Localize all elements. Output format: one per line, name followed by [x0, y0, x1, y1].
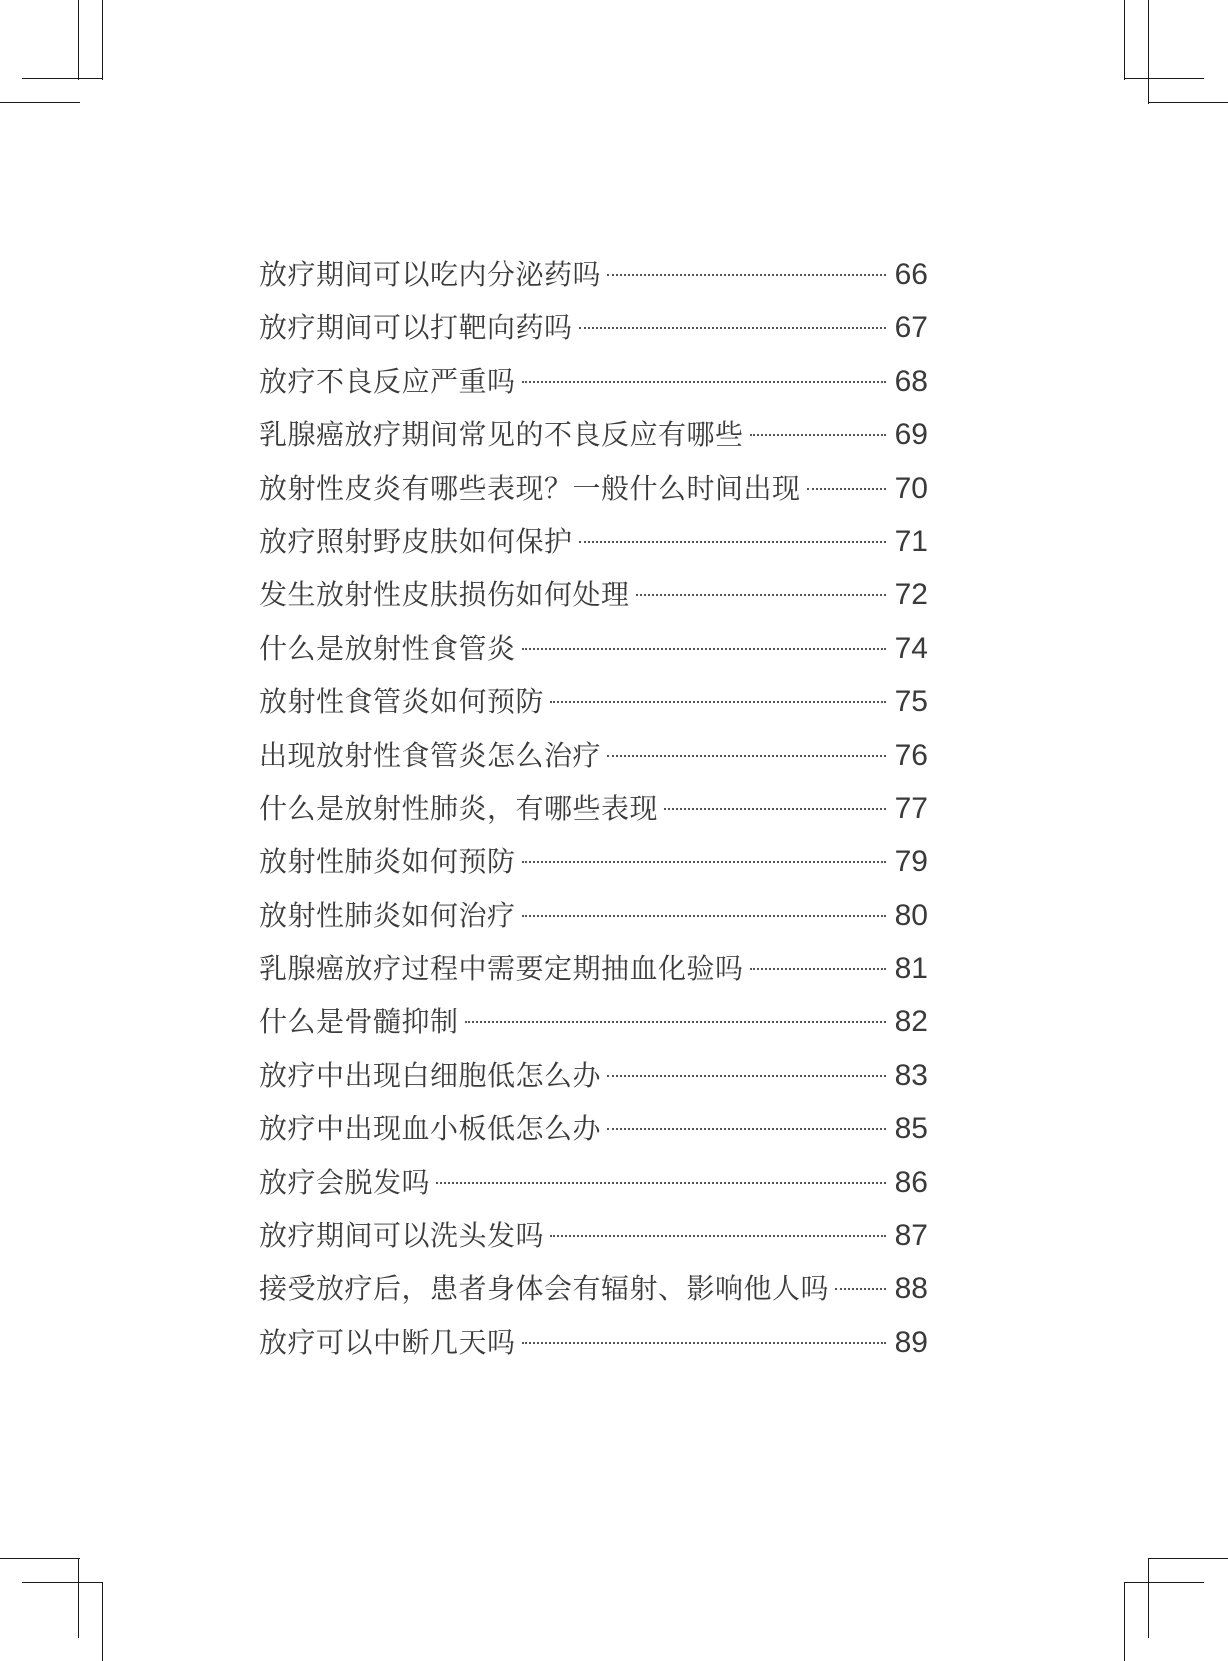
toc-entry-title: 放疗期间可以打靶向药吗 — [259, 311, 573, 345]
toc-entry — [259, 675, 928, 728]
toc-dot-leader — [636, 594, 886, 596]
crop-mark — [78, 1558, 79, 1638]
toc-entry-page-number: 88 — [894, 1272, 928, 1306]
toc-dot-leader — [522, 1342, 886, 1344]
toc-entry-title: 什么是骨髓抑制 — [259, 1005, 459, 1039]
toc-entry-title: 放疗期间可以吃内分泌药吗 — [259, 258, 602, 291]
crop-mark — [1124, 78, 1204, 79]
toc-entry — [259, 301, 928, 354]
toc-entry-page-number: 69 — [894, 418, 928, 452]
crop-mark — [0, 1558, 80, 1559]
crop-mark — [1124, 1582, 1125, 1661]
toc-entry — [259, 408, 928, 461]
toc-entry-title: 放疗中出现白细胞低怎么办 — [259, 1058, 602, 1092]
crop-mark — [78, 0, 79, 80]
crop-mark — [1148, 1558, 1228, 1559]
toc-entry — [259, 729, 928, 782]
toc-entry-title: 放疗可以中断几天吗 — [259, 1325, 516, 1359]
crop-mark — [22, 78, 102, 79]
toc-entry — [259, 1156, 928, 1209]
toc-dot-leader — [522, 381, 886, 383]
toc-entry-title: 什么是放射性食管炎 — [259, 631, 516, 665]
toc-entry-page-number: 89 — [894, 1325, 928, 1359]
toc-entry — [259, 568, 928, 621]
toc-entry — [259, 1049, 928, 1102]
toc-entry-page-number: 80 — [894, 898, 928, 932]
toc-entry-title: 发生放射性皮肤损伤如何处理 — [259, 578, 630, 612]
toc-entry-title: 放疗会脱发吗 — [259, 1165, 431, 1199]
toc-entry-page-number: 72 — [894, 578, 928, 612]
toc-entry — [259, 835, 928, 888]
toc-entry — [259, 1102, 928, 1155]
toc-dot-leader — [607, 1128, 886, 1130]
toc-entry-title: 放射性皮炎有哪些表现？一般什么时间出现 — [259, 471, 801, 505]
toc-entry-title: 什么是放射性肺炎，有哪些表现 — [259, 791, 659, 825]
toc-entry-page-number: 76 — [894, 738, 928, 772]
toc-entry-page-number: 66 — [894, 258, 928, 291]
toc-entry — [259, 355, 928, 408]
toc-entry-page-number: 86 — [894, 1165, 928, 1199]
toc-dot-leader — [664, 808, 886, 810]
toc-entry-page-number: 71 — [894, 524, 928, 558]
crop-mark — [22, 1582, 102, 1583]
toc-dot-leader — [522, 915, 886, 917]
toc-entry-page-number: 83 — [894, 1058, 928, 1092]
toc-entry-title: 放射性食管炎如何预防 — [259, 685, 545, 719]
toc-entry-title: 出现放射性食管炎怎么治疗 — [259, 738, 602, 772]
toc-dot-leader — [807, 488, 886, 490]
toc-entry-title: 乳腺癌放疗期间常见的不良反应有哪些 — [259, 418, 744, 452]
toc-dot-leader — [436, 1182, 886, 1184]
crop-mark — [0, 102, 80, 103]
toc-entry-title: 放疗不良反应严重吗 — [259, 364, 516, 398]
toc-entry-title: 乳腺癌放疗过程中需要定期抽血化验吗 — [259, 952, 744, 986]
toc-entry-page-number: 87 — [894, 1219, 928, 1253]
toc-dot-leader — [579, 541, 886, 543]
toc-dot-leader — [465, 1021, 886, 1023]
crop-mark — [1148, 0, 1149, 104]
toc-entry-page-number: 79 — [894, 845, 928, 879]
toc-entry-title: 放疗中出现血小板低怎么办 — [259, 1112, 602, 1146]
toc-dot-leader — [750, 434, 886, 436]
toc-entry-page-number: 70 — [894, 471, 928, 505]
crop-mark — [1124, 0, 1125, 80]
toc-entry-title: 放疗期间可以洗头发吗 — [259, 1219, 545, 1253]
crop-mark — [1148, 102, 1228, 103]
toc-entry-title: 放射性肺炎如何治疗 — [259, 898, 516, 932]
toc-dot-leader — [835, 1288, 886, 1290]
toc-entry-page-number: 75 — [894, 685, 928, 719]
toc-entry — [259, 462, 928, 515]
toc-entry — [259, 622, 928, 675]
crop-mark — [102, 0, 103, 80]
toc-entry — [259, 1316, 928, 1369]
toc-entry-page-number: 77 — [894, 791, 928, 825]
toc-entry-page-number: 74 — [894, 631, 928, 665]
toc-entry — [259, 248, 928, 301]
toc-entry — [259, 995, 928, 1048]
toc-dot-leader — [607, 755, 886, 757]
toc-entry — [259, 1262, 928, 1315]
toc-dot-leader — [550, 701, 886, 703]
toc-entry-page-number: 67 — [894, 311, 928, 345]
toc-entry — [259, 942, 928, 995]
toc-entry-title: 放射性肺炎如何预防 — [259, 845, 516, 879]
toc-entry — [259, 889, 928, 942]
toc-dot-leader — [550, 1235, 886, 1237]
crop-mark — [102, 1582, 103, 1661]
toc-entry-title: 接受放疗后，患者身体会有辐射、影响他人吗 — [259, 1272, 830, 1306]
toc-entry — [259, 782, 928, 835]
toc-entry-page-number: 68 — [894, 364, 928, 398]
toc-entry-page-number: 82 — [894, 1005, 928, 1039]
toc-entry — [259, 1209, 928, 1262]
table-of-contents — [259, 248, 928, 1369]
toc-entry — [259, 515, 928, 568]
toc-entry-title: 放疗照射野皮肤如何保护 — [259, 524, 573, 558]
toc-dot-leader — [579, 327, 886, 329]
toc-dot-leader — [522, 861, 886, 863]
crop-mark — [1124, 1582, 1204, 1583]
toc-dot-leader — [750, 968, 886, 970]
crop-mark — [1148, 1558, 1149, 1638]
toc-dot-leader — [522, 648, 886, 650]
toc-dot-leader — [607, 1075, 886, 1077]
toc-entry-page-number: 85 — [894, 1112, 928, 1146]
toc-dot-leader — [607, 274, 886, 276]
toc-entry-page-number: 81 — [894, 952, 928, 986]
